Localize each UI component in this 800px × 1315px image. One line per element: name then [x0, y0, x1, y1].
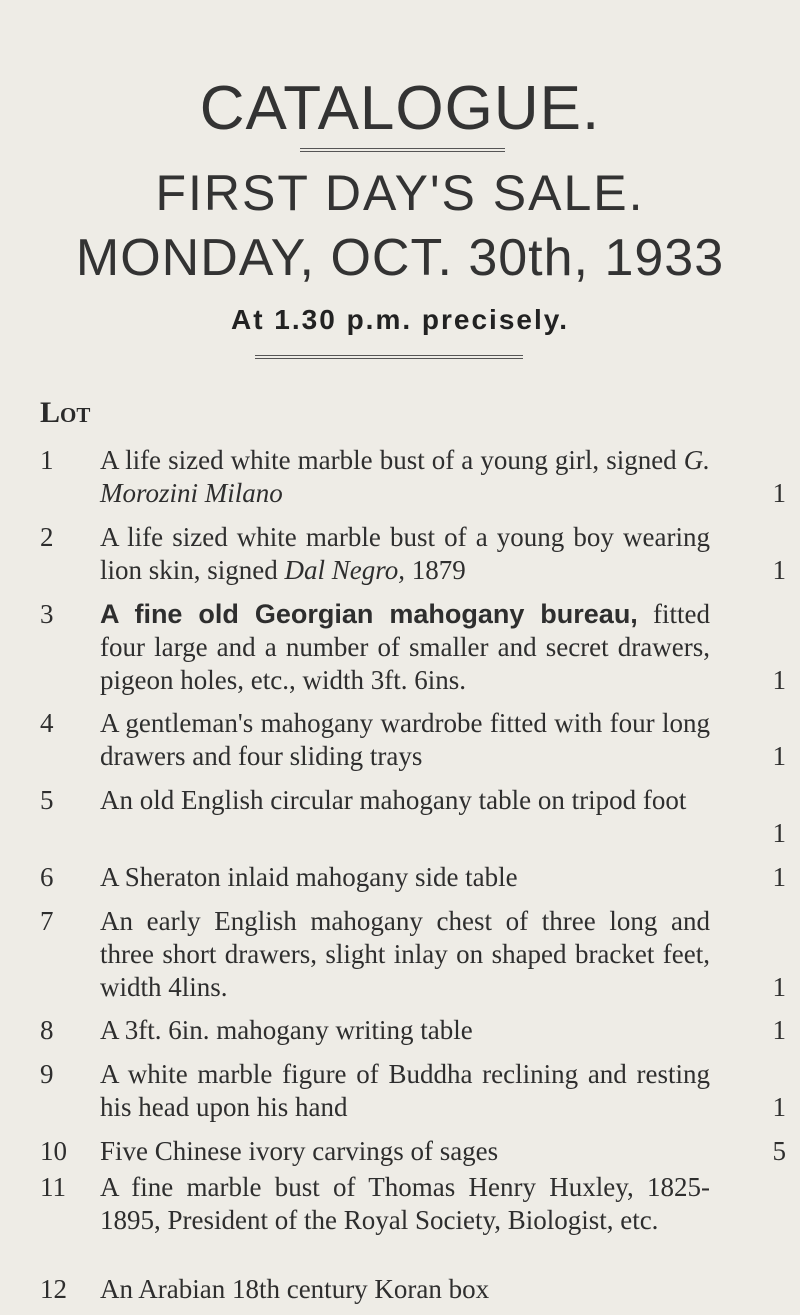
- lot-text: A life sized white marble bust of a young girl, signed: [100, 445, 684, 475]
- lot-quantity: 1: [772, 555, 786, 585]
- lot-number: 5: [40, 785, 54, 815]
- lot-description: An early English mahogany chest of three long and three short drawers, slight inlay on shaped bracket feet, width 4lins.: [100, 906, 710, 1002]
- lot-number: 11: [40, 1172, 66, 1202]
- sale-day-heading: FIRST DAY'S SALE.: [155, 165, 645, 221]
- lot-text: A life sized white marble bust of a young boy wearing lion skin, signed: [100, 522, 710, 585]
- header-rule: [255, 355, 523, 359]
- lot-description: A fine marble bust of Thomas Henry Huxley, 1825-1895, President of the Royal Society, Biologist, etc.: [100, 1172, 710, 1235]
- lot-description: A white marble figure of Buddha reclining and resting his head upon his hand: [100, 1059, 710, 1122]
- lot-description: An Arabian 18th century Koran box: [100, 1274, 490, 1304]
- lot-number: 9: [40, 1059, 54, 1089]
- lot-quantity: 1: [772, 478, 786, 508]
- lot-number: 12: [40, 1274, 67, 1304]
- lot-text: fitted four large and a number of smaller and secret drawers, pigeon holes, etc., width 3ft. 6ins.: [100, 599, 710, 695]
- lot-quantity: 1: [772, 818, 786, 848]
- lot-description: An old English circular mahogany table on tripod foot: [100, 785, 687, 815]
- lot-quantity: 1: [772, 1015, 786, 1045]
- lot-text-tail: 1879: [405, 555, 466, 585]
- lot-description: [100, 444, 710, 510]
- lot-number: 8: [40, 1015, 54, 1045]
- lot-number: 6: [40, 862, 54, 892]
- lot-quantity: 1: [772, 665, 786, 695]
- lot-description: [100, 521, 710, 587]
- lot-description: A Sheraton inlaid mahogany side table: [100, 862, 518, 892]
- lot-lead: A fine old Georgian mahogany bureau,: [100, 599, 638, 629]
- lot-number: 4: [40, 708, 54, 738]
- lot-description: A 3ft. 6in. mahogany writing table: [100, 1015, 473, 1045]
- lot-quantity: 5: [772, 1136, 786, 1166]
- lot-number: 2: [40, 522, 54, 552]
- lot-description: [100, 598, 710, 697]
- sale-date: MONDAY, OCT. 30th, 1933: [75, 229, 725, 287]
- lot-quantity: 1: [772, 741, 786, 771]
- lot-description: Five Chinese ivory carvings of sages: [100, 1136, 499, 1166]
- lot-quantity: 1: [772, 972, 786, 1002]
- lot-column-heading: Lot: [40, 396, 91, 429]
- lot-number: 1: [40, 445, 54, 475]
- lot-signature: G. Morozini Milano: [100, 445, 710, 508]
- lot-number: 3: [40, 599, 54, 629]
- title-rule: [300, 148, 505, 152]
- lot-description: A gentleman's mahogany wardrobe fitted with four long drawers and four sliding trays: [100, 708, 710, 771]
- lot-quantity: 1: [772, 1092, 786, 1122]
- sale-time: At 1.30 p.m. precisely.: [230, 304, 570, 335]
- catalogue-title: CATALOGUE.: [199, 74, 601, 143]
- lot-number: 7: [40, 906, 54, 936]
- lot-signature: Dal Negro,: [284, 555, 406, 585]
- lot-number: 10: [40, 1136, 67, 1166]
- lot-quantity: 1: [772, 862, 786, 892]
